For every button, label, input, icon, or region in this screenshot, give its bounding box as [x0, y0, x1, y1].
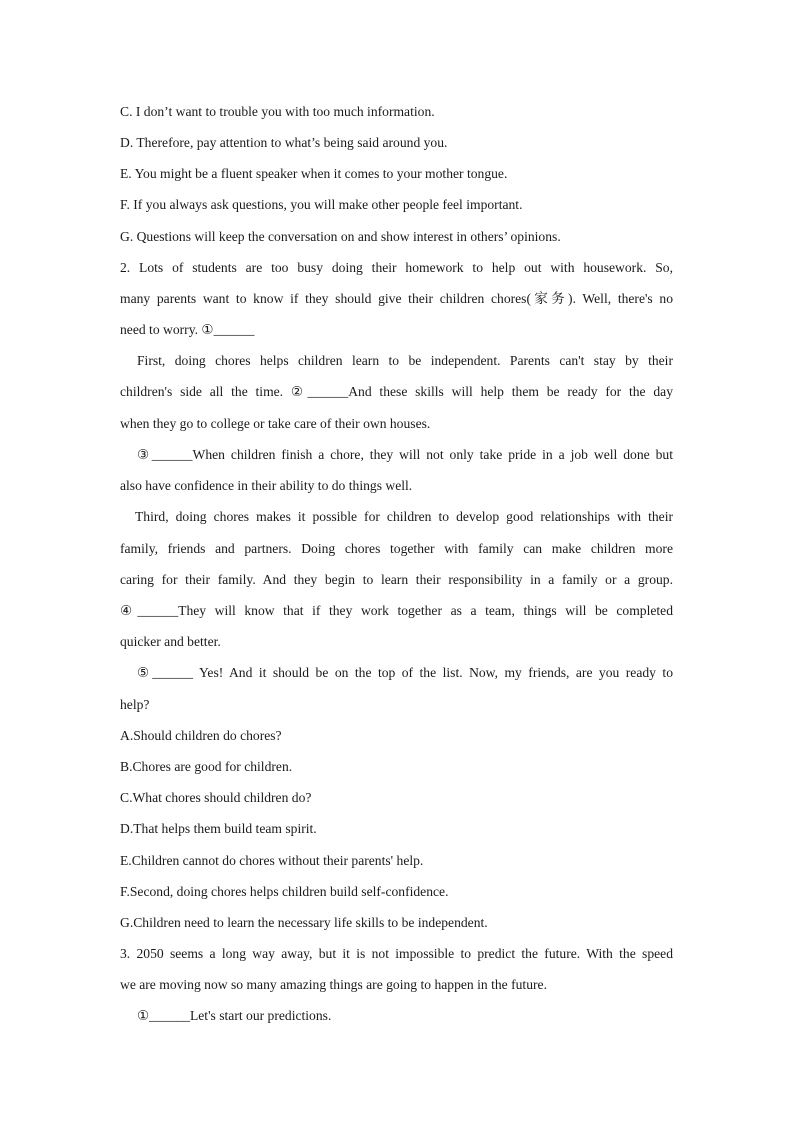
option-c: C.What chores should children do? — [120, 790, 312, 805]
option-c: C. I don’t want to trouble you with too much information. — [120, 104, 435, 119]
passage-2-line: when they go to college or take care of their own houses. — [120, 416, 431, 431]
passage-2-blank-5: ⑤______ Yes! And it should be on the top of the list. Now, my friends, are you ready to — [137, 665, 673, 680]
passage-3-blank-1: ①______Let's start our predictions. — [137, 1008, 332, 1023]
passage-2-line: Third, doing chores makes it possible for children to develop good relationships with their — [135, 509, 673, 524]
option-e: E. You might be a fluent speaker when it comes to your mother tongue. — [120, 166, 508, 181]
passage-2-line: many parents want to know if they should give their children chores(家务). Well, there's no — [120, 291, 673, 306]
passage-2-line: help? — [120, 697, 150, 712]
passage-2-line: also have confidence in their ability to do things well. — [120, 478, 413, 493]
passage-3-line: we are moving now so many amazing things are going to happen in the future. — [120, 977, 547, 992]
option-b: B.Chores are good for children. — [120, 759, 293, 774]
option-f: F. If you always ask questions, you will make other people feel important. — [120, 197, 523, 212]
option-d: D. Therefore, pay attention to what’s being said around you. — [120, 135, 448, 150]
passage-2-blank-4: ④______They will know that if they work together as a team, things will be completed — [120, 603, 673, 618]
passage-2-blank-3: ③______When children finish a chore, they will not only take pride in a job well done but — [137, 447, 673, 462]
passage-2-line: caring for their family. And they begin to learn their responsibility in a family or a group. — [120, 572, 673, 587]
option-g: G. Questions will keep the conversation on and show interest in others’ opinions. — [120, 229, 561, 244]
option-d: D.That helps them build team spirit. — [120, 821, 317, 836]
option-g: G.Children need to learn the necessary life skills to be independent. — [120, 915, 488, 930]
passage-2-line: 2. Lots of students are too busy doing their homework to help out with housework. So, — [120, 260, 673, 275]
passage-2-line: quicker and better. — [120, 634, 221, 649]
passage-2-line: family, friends and partners. Doing chores together with family can make children more — [120, 541, 673, 556]
passage-2-blank-1: need to worry. ①______ — [120, 322, 255, 337]
option-e: E.Children cannot do chores without their parents' help. — [120, 853, 424, 868]
passage-2-blank-2: children's side all the time. ②______And these skills will help them be ready for the day — [120, 384, 673, 399]
option-a: A.Should children do chores? — [120, 728, 282, 743]
passage-2-line: First, doing chores helps children learn to be independent. Parents can't stay by their — [137, 353, 673, 368]
option-f: F.Second, doing chores helps children build self-confidence. — [120, 884, 449, 899]
passage-3-line: 3. 2050 seems a long way away, but it is not impossible to predict the future. With the speed — [120, 946, 673, 961]
